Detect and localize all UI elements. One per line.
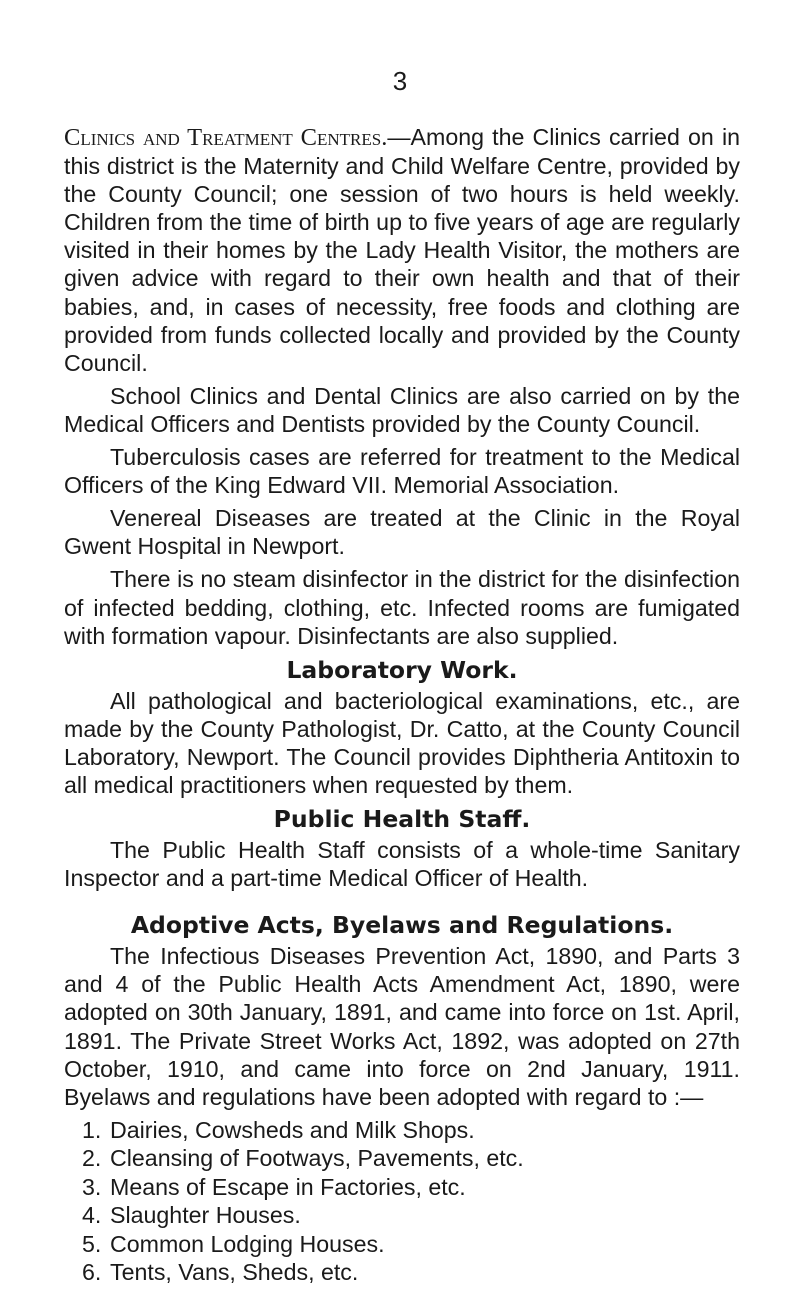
page-content [64,123,740,1287]
clinics-paragraph [64,123,740,377]
list-item-number: 5. [82,1230,102,1257]
tuberculosis-paragraph: Tuberculosis cases are referred for treatment to the Medical Officers of the King Edward VII. Memorial Association. [64,444,740,499]
adoptive-acts-heading: Adoptive Acts, Byelaws and Regulations. [130,911,674,940]
list-item-text: Cleansing of Footways, Pavements, etc. [110,1145,524,1172]
list-item-text: Tents, Vans, Sheds, etc. [110,1259,359,1286]
list-item-text: Means of Escape in Factories, etc. [110,1173,466,1200]
list-item-text: Common Lodging Houses. [110,1230,385,1257]
list-item-number: 2. [82,1145,102,1172]
list-item-text: Dairies, Cowsheds and Milk Shops. [110,1116,475,1143]
byelaws-list [64,1116,740,1287]
school-clinics-paragraph: School Clinics and Dental Clinics are also carried on by the Medical Officers and Dentists provided by the County Council. [64,382,740,437]
list-item-text: Slaughter Houses. [110,1202,301,1229]
disinfection-paragraph: There is no steam disinfector in the district for the disinfection of infected bedding, clothing, etc. Infected rooms are fumigated with formation vapour. Disinfectants are also supplied. [64,566,740,649]
list-item [82,1201,740,1230]
page-number: 3 [392,66,408,96]
list-item-number: 6. [82,1259,102,1286]
list-item-number: 4. [82,1202,102,1229]
public-health-staff-heading: Public Health Staff. [273,805,531,834]
public-health-staff-paragraph: The Public Health Staff consists of a whole-time Sanitary Inspector and a part-time Medical Officer of Health. [64,837,740,892]
laboratory-work-paragraph: All pathological and bacteriological examinations, etc., are made by the County Pathologist, Dr. Catto, at the County Council Laboratory, Newport. The Council provides Diphtheria Antitoxin to all medical practitioners when requested by them. [64,687,740,798]
clinics-lead-in: Clinics and Treatment Centres. [64,124,388,151]
list-item [82,1258,740,1287]
list-item [82,1144,740,1173]
adoptive-acts-paragraph: The Infectious Diseases Prevention Act, 1890, and Parts 3 and 4 of the Public Health Acts Amendment Act, 1890, were adopted on 30th January, 1891, and came into force on 1st. April, 1891. The Private Street Works Act, 1892, was adopted on 27th October, 1910, and came into force on 2nd January, 1911. Byelaws and regulations have been adopted with regard to :— [64,943,740,1110]
clinics-text: —Among the Clinics carried on in this district is the Maternity and Child Welfare Centre, provided by the County Council; one session of two hours is held weekly. Children from the time of birth up to five years of age are regularly visited in their homes by the Lady Health Visitor, the mothers are given advice with regard to their own health and that of their babies, and, in cases of necessity, free foods and clothing are provided from funds collected locally and provided by the County Council. [64,124,740,376]
venereal-diseases-paragraph: Venereal Diseases are treated at the Clinic in the Royal Gwent Hospital in Newport. [64,505,740,560]
list-item [82,1230,740,1259]
list-item [82,1173,740,1202]
laboratory-work-heading: Laboratory Work. [286,655,518,684]
list-item-number: 1. [82,1116,102,1143]
list-item-number: 3. [82,1173,102,1200]
list-item [82,1116,740,1145]
